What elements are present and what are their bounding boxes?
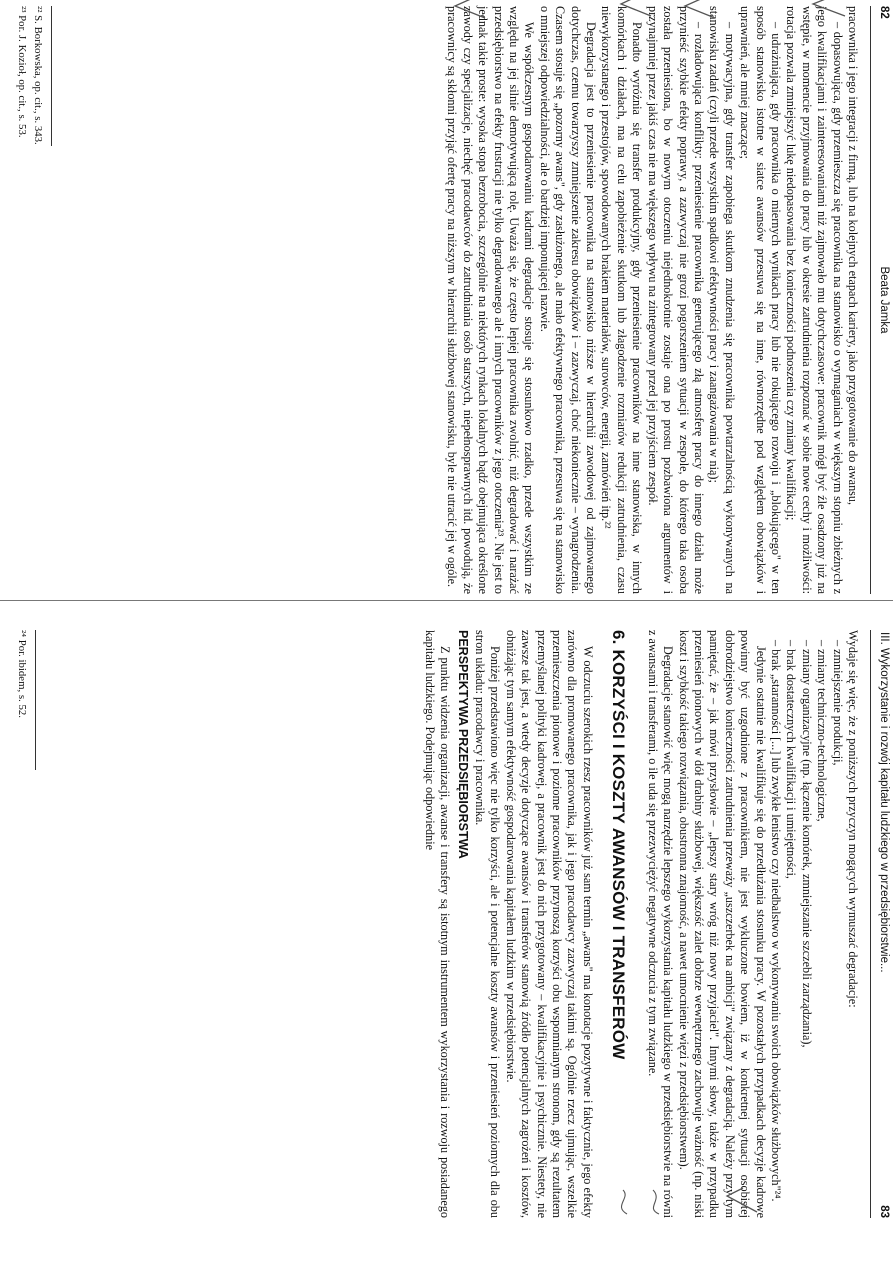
paragraph-dopasowujaca: – dopasowująca, gdy przemieszcza się pracownika na stanowisko o wymaganiach w większym stopniu zbieżnych z jego kwalifikacjami i zainteresowaniami niż zajmowało mu dotychczasowe: pracownik mógł być źle osadzony już na wstępie, w momencie przyjmowania do pracy lub w okresie zatrudnienia rozpoznać w sobie nowe cechy i możliwości: rotacja pozwala zmniejszyć lukę niedopasowania bez konieczności podnoszenia czy zmiany kwalifikacji; xyxy=(784,6,845,594)
paragraph: pracownika i jego integracji z firmą, lub na kolejnych etapach kariery, jako przygotowanie do awansu, xyxy=(846,6,860,506)
footnote-rule xyxy=(35,630,36,770)
footnote: ²⁴ Por. ibidem, s. 52. xyxy=(16,630,28,718)
footnote: ²² S. Borkowska, op. cit., s. 343. xyxy=(32,6,44,145)
paragraph: Z punktu widzenia organizacji, awanse i transfery są istotnym instrumentem wykorzystania i rozwoju posiadanego kapitału ludzkiego. Podejmując odpowiednie xyxy=(422,630,453,1218)
degradation-causes-list xyxy=(768,630,845,1218)
page-number: 82 xyxy=(878,6,890,19)
paragraph: Poniżej przedstawiono więc nie tylko korzyści, ale i potencjalne koszty awansów i przeniesień poziomych dla obu stron układu: pracodawcy i pracownika. xyxy=(473,630,503,1218)
page-83 xyxy=(5,624,893,1224)
list-item: – zmiany organizacyjne (np. łączenie komórek, zmniejszanie szczebli zarządzania), xyxy=(798,630,813,1218)
list-item: – brak dostatecznych kwalifikacji i umiejętności, xyxy=(783,630,798,1218)
paragraph-rozladowujaca: – rozładowująca konflikty: przeniesienie pracownika generującego złą atmosferę pracy do innego działu może przynieść szybkie efekty poprawy, a zazwyczaj nie grozi pogorszeniem sytuacji w zespole, do którego taka osoba została przeniesiona, bo w nowym otoczeniu niejednokrotnie zostaje ona po prostu pozbawiona argumentów i przynajmniej przez jakiś czas nie ma większego wpływu na zintegrowany przed jej przyjściem zespół. xyxy=(645,6,706,594)
paragraph-degradacja: Degradacja jest to przeniesienie pracownika na stanowisko niższe w hierarchii zawodowej od zajmowanego dotychczas, czemu towarzyszy zmniejszenie zakresu obowiązków i – zazwyczaj, choć niekoniecznie – wynagrodzenia. Czasem stosuje się „pozorny awans", gdy zasłużonego, ale mało efektywnego pracownika, przesuwa się na stanowisko o mniejszej odpowiedzialności, ale o bardziej imponującej nazwie. xyxy=(537,6,599,594)
paragraph-transfer-produkcyjny: Ponadto wyróżnia się transfer produkcyjny, gdy przeniesienie pracowników na inne stanowiska, w innych komórkach i działach, ma na celu zapobieżenie skutkom lub złagodzenie rozmiarów redukcji zatrudnienia, czasu niewykorzystanego i przestojów, spowodowanych brakiem materiałów, surowców, energii, zamówień itp.²² xyxy=(599,6,645,594)
running-head-title: Beata Jamka xyxy=(878,266,890,334)
paragraph-wspolczesnym: We współczesnym gospodarowaniu kadrami degradacje stosuje się stosunkowo rzadko, przede wszystkim ze względu na jej silnie demotywującą rolę. Uważa się, że często lepiej pracownika zwolnić, niż degradować i narażać przedsiębiorstwo na efekty frustracji nie tylko degradowanego ale i innych pracowników z jego otoczenia²³. Nie jest to jednak takie proste: wysoka stopa bezrobocia, szczególnie na niektórych rynkach lokalnych bądź obejmująca określone zawody czy specjalizacje, niechęć pracodawców do zatrudniania osób starszych, niepełnosprawnych itd. powodują, że pracownicy są skłonni przyjąć ofertę pracy na niższym w hierarchii służbowej stanowisku, byle nie utracić jej w ogóle. xyxy=(445,6,537,594)
running-head xyxy=(870,630,893,1218)
page-body xyxy=(444,6,870,594)
footnote: ²³ Por. J. Kozioł, op. cit., s. 53. xyxy=(16,6,28,138)
footnote-rule xyxy=(51,6,52,146)
paragraph: Jedynie ostatnie nie kwalifikuje się do przedłużania stosunku pracy. W pozostałych przypadkach decyzje kadrowe powinny być uzgodnione z pracownikiem, nie jest wykluczone bowiem, iż w konkretnej sytuacji osobistej dobrodziejstwo konieczności zatrudnienia przeważy „uszczerbek na ambicji" związany z degradacją. Należy przy tym pamiętać, że – jak mówi przysłowie – „lepszy stary wróg niż nowy przyjaciel". Innymi słowy, także w przypadku przeniesień pionowych w dół drabiny służbowej, większość zalet dobrze wewnętrznego zachowuje ważność (np. niski koszt i szybkość takiego rozwiązania, obustronna znajomość, a nawet umocnienie więzi z przedsiębiorstwem). xyxy=(676,630,768,1218)
list-item: – brak „staranności [...] lub zwykłe lenistwo czy niedbalstwo w wykonywaniu swoich obowiązków służbowych"²⁴. xyxy=(768,630,783,1218)
page-body xyxy=(421,630,870,1218)
paragraph-udrazniajaca: – udrażniająca, gdy pracownika o miernych wynikach pracy lub nie rokującego rozwoju i „blokującego" w ten sposób stanowisko istotne w siatce awansów przesuwa się na inne, równorzędne pod względem obowiązków i uprawnień, ale mniej znaczące; xyxy=(738,6,783,594)
section-subheading: PERSPEKTYWA PRZEDSIĘBIORSTWA xyxy=(455,630,470,859)
intro-paragraph: Wydaje się więc, że z poniższych przyczyn mogących wymuszać degradacje: xyxy=(846,630,860,1008)
page-82 xyxy=(5,0,893,600)
running-head-title: III. Wykorzystanie i rozwój kapitału ludzkiego w przedsiębiorstwie... xyxy=(878,632,890,973)
paragraph: W odczuciu szerokich rzesz pracowników już sam termin „awans" ma konotacje pozytywne i faktycznie, jego efekty zarówno dla promowanego pracownika, jak i jego pracodawcy zazwyczaj takimi są. Ogólnie rzecz ujmując, wszelkie przemieszczenia pionowe i poziome pracowników przynoszą korzyści obu wspomnianym stronom, gdy są rezultatem przemyślanej polityki kadrowej, a pracownik jest do nich przygotowany – kwalifikacyjnie i psychicznie. Niestety, nie zawsze tak jest, a wtedy decyzje dotyczące awansów i transferów stanowią źródło potencjalnych zagrożeń i kosztów, obniżając tym samym efektywność gospodarowania kapitałem ludzkim w przedsiębiorstwie. xyxy=(503,630,595,1218)
list-item: – zmniejszenie produkcji, xyxy=(829,630,844,1218)
running-head xyxy=(870,6,893,594)
paragraph-motywacyjna: – motywacyjna, gdy transfer zapobiega skutkom znudzenia się pracownika powtarzalnością wykonywanych na stanowisku zadań (czyli przede wszystkim spadkowi efektywności pracy i zaangażowania w nią); xyxy=(707,6,737,594)
list-item: – zmiany techniczno-technologiczne, xyxy=(814,630,829,1218)
paragraph: Degradacje stanowić więc mogą narzędzie lepszego wykorzystania kapitału ludzkiego w przedsiębiorstwie na równi z awansami i transferami, o ile uda się przezwyciężyć negatywne odczucia z tym związane. xyxy=(645,630,676,1218)
page-number: 83 xyxy=(878,1205,890,1218)
footnotes xyxy=(13,6,52,594)
footnotes xyxy=(13,630,36,1218)
page-gutter xyxy=(0,600,893,601)
chapter-heading: 6. KORZYŚCI I KOSZTY AWANSÓW I TRANSFERÓW xyxy=(609,630,629,1060)
